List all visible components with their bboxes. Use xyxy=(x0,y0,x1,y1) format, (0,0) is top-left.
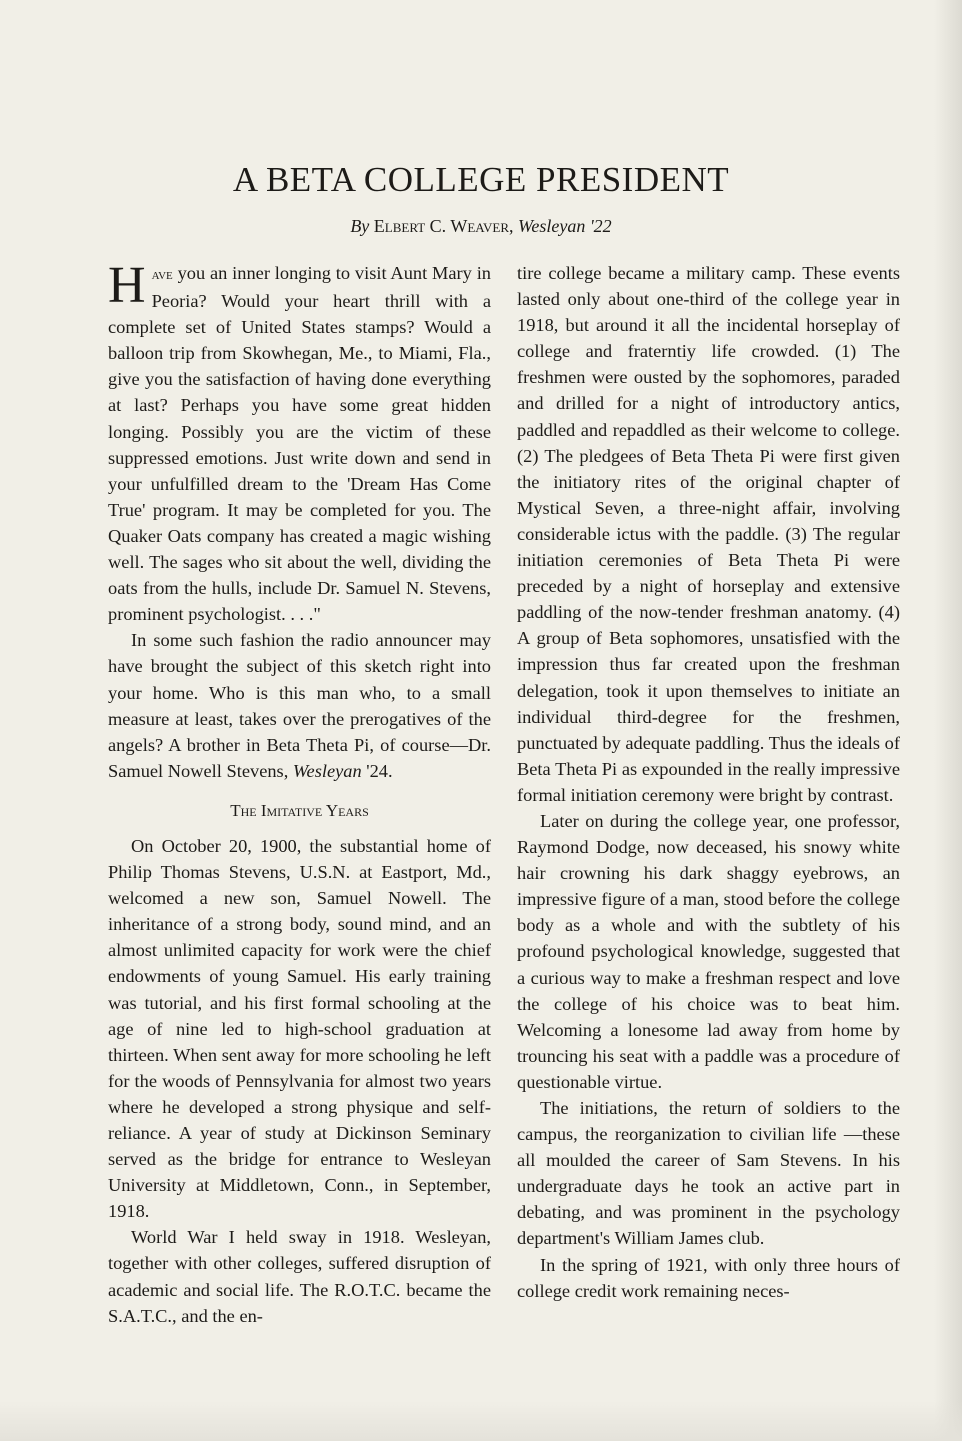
right-column xyxy=(517,260,900,1304)
article-title: A BETA COLLEGE PRESIDENT xyxy=(232,160,730,199)
byline-author: Elbert C. Weaver, xyxy=(373,216,514,236)
paragraph-radio xyxy=(108,627,491,784)
page-bottom-shadow xyxy=(0,1401,962,1441)
paragraph-dodge: Later on during the college year, one professor, Raymond Dodge, now deceased, his snowy white hair crowning his dark shaggy eyebrows, an impressive figure of a man, stood before the college body as a whole and with the subtlety of his profound psychological knowledge, suggested that a curious way to make a freshman respect and love the college of his choice was to beat him. Welcoming a lonesome lad away from home by trouncing his seat with a paddle was a procedure of questionable virtue. xyxy=(517,810,900,1092)
paragraph-radio-text: In some such fashion the radio announcer may have brought the subject of this sketch right into your home. Who is this man who, to a small measure at least, takes over the prerogatives of the angels? A brother in Beta Theta Pi, of course—Dr. Samuel Nowell Stevens, xyxy=(108,630,491,781)
byline xyxy=(0,216,962,237)
paragraph-camp: tire college became a military camp. These events lasted only about one-third of the college year in 1918, but around it all the incidental horseplay of college and fraterntiy life crowded. (1) The freshmen were ousted by the sophomores, paraded and drilled for a night of introductory antics, paddled and repaddled as their welcome to college. (2) The pledgees of Beta Theta Pi were first given the initiatory rites of the original chapter of Mystical Seven, a three-night affair, involving considerable ictus with the paddle. (3) The regular initiation ceremonies of Beta Theta Pi were preceded by a night of horseplay and extensive paddling of the now-tender freshman anatomy. (4) A group of Beta sophomores, unsatisfied with the impression thus far created upon the freshman delegation, took it upon themselves to initiate an individual third-degree for the freshmen, punctuated by adequate paddling. Thus the ideals of Beta Theta Pi as expounded in the really impressive formal initiation ceremony were bright by contrast. xyxy=(517,263,900,805)
byline-affiliation: Wesleyan '22 xyxy=(518,216,612,236)
drop-cap: H xyxy=(108,257,146,314)
paragraph-intro xyxy=(108,257,491,627)
lead-in: ave xyxy=(151,266,173,283)
byline-prefix: By xyxy=(350,216,370,236)
paragraph-radio-end: '24. xyxy=(361,760,393,781)
paragraph-war: World War I held sway in 1918. Wesleyan, together with other colleges, suffered disruption of academic and social life. The R.O.T.C. became the S.A.T.C., and the en- xyxy=(108,1227,491,1326)
paragraph-intro-text: you an inner longing to visit Aunt Mary in Peoria? Would your heart thrill with a complete set of United States stamps? Would a balloon trip from Skowhegan, Me., to Miami, Fla., give you the satisfaction of having done everything at last? Perhaps you have some great hidden longing. Possibly you are the victim of these suppressed emotions. Just write down and send in your unfulfilled dream to the 'Dream Has Come True' program. It may be completed for you. The Quaker Oats company has created a magic wishing well. The sages who sit about the well, dividing the oats from the hulls, include Dr. Samuel N. Stevens, prominent psychologist. . . ." xyxy=(108,263,491,625)
paragraph-spring: In the spring of 1921, with only three hours of college credit work remaining neces- xyxy=(517,1254,900,1301)
paragraph-birth: On October 20, 1900, the substantial home of Philip Thomas Stevens, U.S.N. at Eastport, Md., welcomed a new son, Samuel Nowell. The inheritance of a strong body, sound mind, and an almost unlimited capacity for work were the chief endowments of young Samuel. His early training was tutorial, and his first formal schooling at the age of nine led to high-school graduation at thirteen. When sent away for more schooling he left for the woods of Pennsylvania for almost two years where he developed a strong physique and self-reliance. A year of study at Dickinson Seminary served as the bridge for entrance to Wesleyan University at Middletown, Conn., in September, 1918. xyxy=(108,835,491,1222)
paragraph-initiations: The initiations, the return of soldiers to the campus, the reorganization to civilian life —these all moulded the career of Sam Stevens. In his undergraduate days he took an active part in debating, and was prominent in the psychology department's William James club. xyxy=(517,1098,900,1249)
paragraph-radio-italic: Wesleyan xyxy=(292,760,362,781)
section-heading: The Imitative Years xyxy=(230,800,369,820)
left-column xyxy=(108,257,491,1329)
